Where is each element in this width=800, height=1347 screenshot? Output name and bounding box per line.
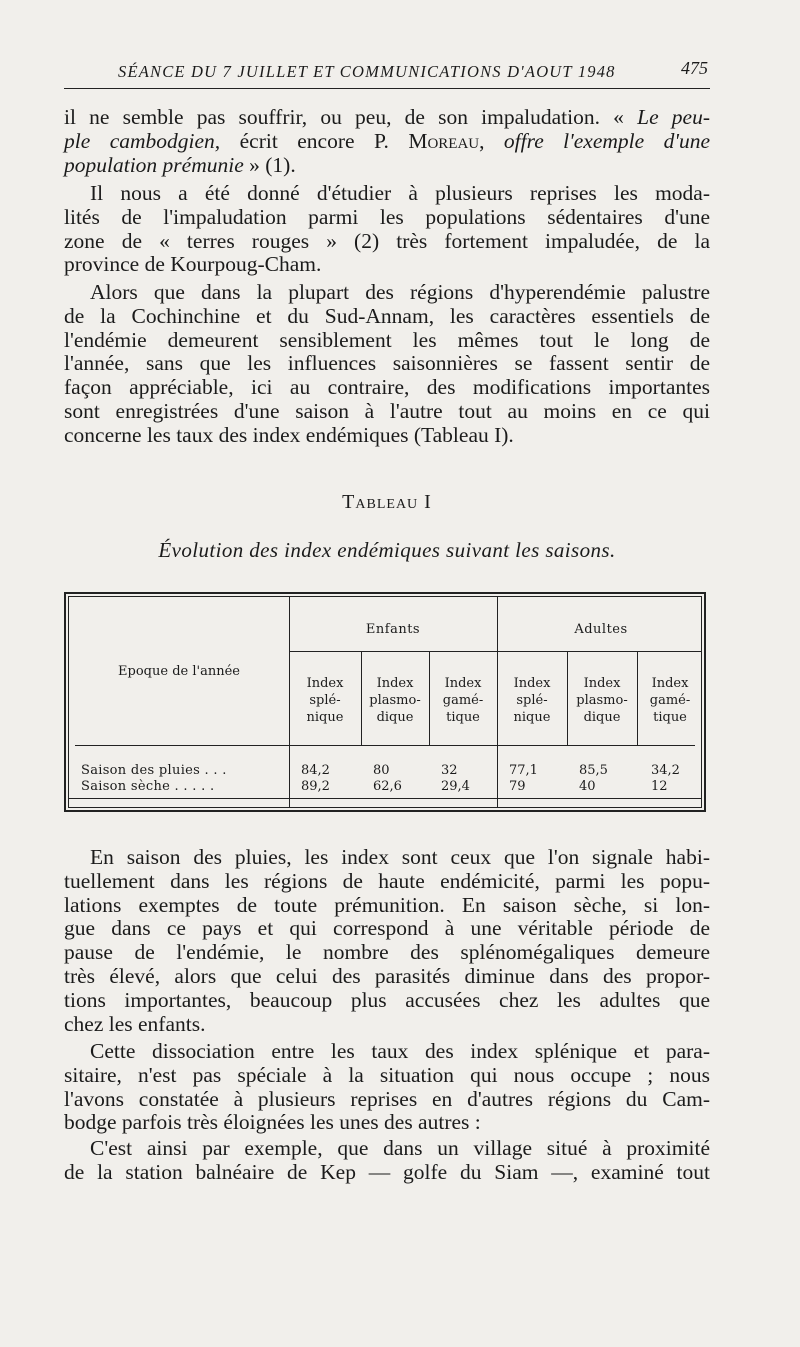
text-line: sont enregistrées d'une saison à l'autre tout au moins en ce qui — [64, 398, 710, 423]
paragraph-5 — [64, 1040, 710, 1135]
text-line: ple cambodgien, écrit encore P. Moreau, offre l'exemple d'une — [64, 128, 710, 153]
table-cell: 62,6 — [373, 779, 402, 794]
table-cell: 79 — [509, 779, 526, 794]
running-header — [64, 58, 710, 89]
table-cell: 84,2 — [301, 763, 330, 778]
text-line: province de Kourpoug-Cham. — [64, 252, 322, 277]
table-cell: 32 — [441, 763, 458, 778]
table-cell: 29,4 — [441, 779, 470, 794]
text-line: l'année, sans que les influences saisonnières se fassent sentir de — [64, 351, 710, 376]
paragraph-2 — [64, 182, 710, 277]
table-divider — [289, 651, 701, 652]
text-line: façon appréciable, ici au contraire, des modifications importantes — [64, 375, 710, 400]
col-header-enfants-plasmodique: Index plasmo- dique — [369, 676, 421, 725]
text-line: de la Cochinchine et du Sud-Annam, les caractères essentiels de — [64, 303, 710, 328]
row-label: Saison sèche . . . . . — [81, 779, 215, 794]
text-line: l'avons constatée à plusieurs reprises en d'autres régions du Cam- — [64, 1086, 710, 1111]
text-line: tions importantes, beaucoup plus accusées chez les adultes que — [64, 987, 710, 1012]
table-divider — [75, 745, 695, 746]
text-line: concerne les taux des index endémiques (Tableau I). — [64, 422, 514, 447]
paragraph-3 — [64, 281, 710, 448]
group-header-adultes: Adultes — [574, 622, 628, 637]
table-cell: 80 — [373, 763, 390, 778]
table-cell: 40 — [579, 779, 596, 794]
group-header-enfants: Enfants — [365, 622, 421, 637]
index-table — [64, 592, 706, 812]
text-line: zone de « terres rouges » (2) très fortement impaludée, de la — [64, 228, 710, 253]
text-line: tuellement dans les régions de haute endémicité, parmi les popu- — [64, 868, 710, 893]
running-title: SÉANCE DU 7 JUILLET ET COMMUNICATIONS D'AOUT 1948 — [118, 62, 616, 81]
text-line: bodge parfois très éloignées les unes des autres : — [64, 1110, 481, 1135]
col-header-enfants-splenique: Index splé- nique — [306, 676, 344, 725]
paragraph-6 — [64, 1137, 710, 1185]
col-header-adultes-gametique: Index gamé- tique — [649, 676, 691, 725]
text-line: il ne semble pas souffrir, ou peu, de son impaludation. « Le peu- — [64, 105, 710, 129]
col-header-adultes-splenique: Index splé- nique — [513, 676, 551, 725]
text-line: gue dans ce pays et qui correspond à une véritable période de — [64, 916, 710, 941]
page-number: 475 — [681, 58, 708, 78]
table-cell: 12 — [651, 779, 668, 794]
text-line: de la station balnéaire de Kep — golfe du Siam —, examiné tout — [64, 1159, 710, 1184]
text-line: l'endémie demeurent sensiblement les mêmes tout le long de — [64, 327, 710, 352]
col-header-adultes-plasmodique: Index plasmo- dique — [576, 676, 628, 725]
text-line: En saison des pluies, les index sont ceux que l'on signale habi- — [90, 845, 710, 869]
text-line: Alors que dans la plupart des régions d'hyperendémie palustre — [90, 280, 710, 304]
paragraph-4 — [64, 846, 710, 1036]
col-header-enfants-gametique: Index gamé- tique — [442, 676, 484, 725]
table-cell: 89,2 — [301, 779, 330, 794]
table-subtitle: Évolution des index endémiques suivant les saisons. — [158, 538, 616, 562]
table-cell: 34,2 — [651, 763, 680, 778]
text-line: pause de l'endémie, le nombre des splénomégaliques demeure — [64, 940, 710, 965]
text-line: chez les enfants. — [64, 1011, 206, 1036]
text-line: Cette dissociation entre les taux des index splénique et para- — [90, 1039, 710, 1063]
text-line: sitaire, n'est pas spéciale à la situation qui nous occupe ; nous — [64, 1062, 710, 1087]
text-line: Il nous a été donné d'étudier à plusieurs reprises les moda- — [90, 181, 710, 205]
paragraph-intro — [64, 106, 710, 177]
text-line: population prémunie » (1). — [64, 152, 296, 177]
table-cell: 77,1 — [509, 763, 538, 778]
table-cell: 85,5 — [579, 763, 608, 778]
text-line: lations exemptes de toute prémunition. En saison sèche, si lon- — [64, 892, 710, 917]
row-label: Saison des pluies . . . — [81, 763, 227, 778]
text-line: très élevé, alors que celui des parasités diminue dans des propor- — [64, 963, 710, 988]
text-line: C'est ainsi par exemple, que dans un village situé à proximité — [90, 1136, 710, 1160]
row-header-label: Epoque de l'année — [118, 664, 240, 679]
table-heading: Tableau I — [342, 491, 432, 513]
table-divider — [69, 798, 701, 799]
table-inner-border — [68, 596, 702, 808]
text-line: lités de l'impaludation parmi les populations sédentaires d'une — [64, 204, 710, 229]
